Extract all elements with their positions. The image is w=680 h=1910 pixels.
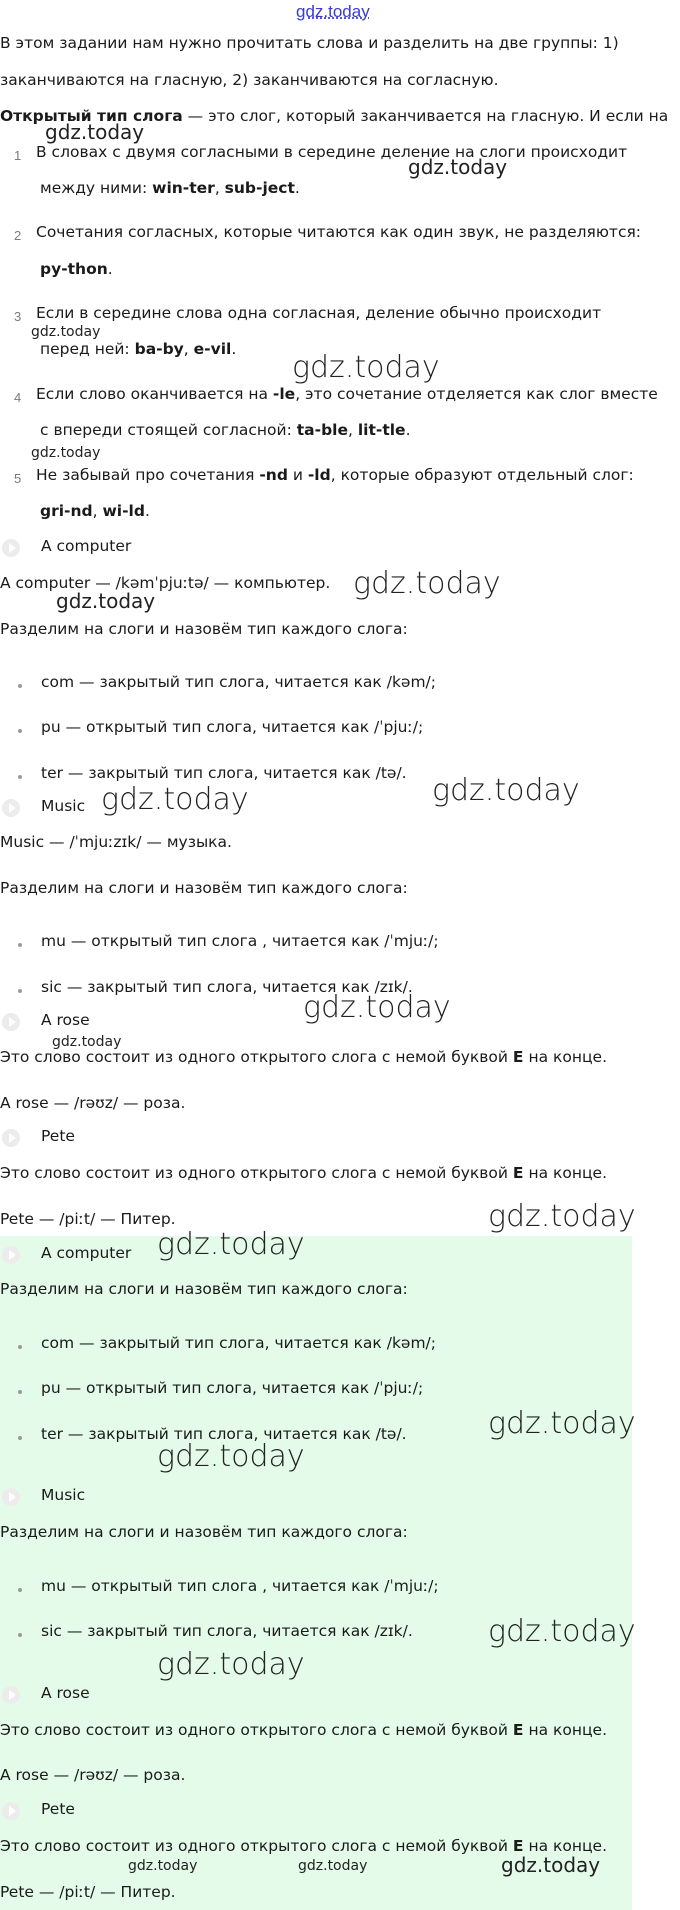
watermark: gdz.today [45, 120, 145, 144]
pete-syllable-note: Это слово состоит из одного открытого слога с немой буквой E на конце. [0, 1164, 607, 1182]
syllable-item: mu — открытый тип слога , читается как /ˈmjuː/; [41, 932, 439, 950]
music-definition: Music — /ˈmjuːzɪk/ — музыка. [0, 833, 232, 851]
syllable-item: sic — закрытый тип слога, читается как /zɪk/. [41, 1622, 413, 1640]
rose-definition: A rose — /rəʊz/ — роза. [0, 1094, 186, 1112]
open-syllable-definition [0, 107, 668, 125]
play-icon [2, 539, 20, 557]
rule-3-line-1: Если в середине слова одна согласная, деление обычно происходит [36, 304, 602, 322]
bullet-icon [18, 775, 22, 779]
play-icon [2, 1686, 20, 1704]
bullet-icon [18, 1633, 22, 1637]
rule-1-line-1: В словах с двумя согласными в середине деление на слоги происходит [36, 143, 628, 161]
syllable-item: com — закрытый тип слога, читается как /kəm/; [41, 1334, 437, 1352]
watermark: gdz.today [52, 1034, 122, 1050]
rule-2-line-1: Сочетания согласных, которые читаются как один звук, не разделяются: [36, 223, 642, 241]
watermark: gdz.today [101, 782, 249, 817]
watermark: gdz.today [157, 1647, 305, 1682]
watermark: gdz.today [298, 1858, 368, 1874]
open-syllable-term: Открытый тип слога [0, 107, 183, 125]
watermark: gdz.today [31, 445, 101, 461]
pete-definition: Pete — /piːt/ — Питер. [0, 1210, 176, 1228]
syllable-item: ter — закрытый тип слога, читается как /tə/. [41, 1425, 407, 1443]
watermark: gdz.today [31, 324, 101, 340]
watermark: gdz.today [157, 1439, 305, 1474]
rule-number: 1 [14, 148, 22, 163]
bullet-icon [18, 729, 22, 733]
rule-2-line-2: py-thon. [40, 260, 113, 278]
divide-instruction: Разделим на слоги и назовём тип каждого слога: [0, 1280, 408, 1298]
divide-instruction: Разделим на слоги и назовём тип каждого слога: [0, 1523, 408, 1541]
open-syllable-rest: — это слог, который заканчивается на гласную. И если на [182, 107, 669, 125]
watermark: gdz.today [157, 1227, 305, 1262]
watermark: gdz.today [501, 1853, 601, 1877]
answer-label: Pete [41, 1127, 75, 1145]
divide-instruction: Разделим на слоги и назовём тип каждого слога: [0, 620, 408, 638]
watermark: gdz.today [303, 990, 451, 1025]
bullet-icon [18, 943, 22, 947]
watermark: gdz.today [488, 1199, 636, 1234]
rule-1-line-2: между ними: win-ter, sub-ject. [40, 179, 300, 197]
rose-syllable-note: Это слово состоит из одного открытого слога с немой буквой E на конце. [0, 1048, 607, 1066]
answer-label: A computer [41, 1244, 132, 1262]
watermark: gdz.today [488, 1614, 636, 1649]
bullet-icon [18, 1436, 22, 1440]
bullet-icon [18, 989, 22, 993]
watermark: gdz.today [353, 566, 501, 601]
watermark: gdz.today [432, 773, 580, 808]
intro-line-2: заканчиваются на гласную, 2) заканчиваются на согласную. [0, 71, 499, 89]
rule-3-line-2: перед ней: ba-by, e-vil. [40, 340, 237, 358]
rule-5-line-2: gri-nd, wi-ld. [40, 502, 150, 520]
watermark: gdz.today [488, 1406, 636, 1441]
rose-syllable-note: Это слово состоит из одного открытого слога с немой буквой E на конце. [0, 1721, 607, 1739]
play-icon [2, 1129, 20, 1147]
rose-definition: A rose — /rəʊz/ — роза. [0, 1766, 186, 1784]
bullet-icon [18, 1588, 22, 1592]
rule-4-line-1: Если слово оканчивается на -le, это сочетание отделяется как слог вместе [36, 385, 658, 403]
rule-5-line-1: Не забывай про сочетания -nd и -ld, которые образуют отдельный слог: [36, 466, 634, 484]
syllable-item: ter — закрытый тип слога, читается как /tə/. [41, 764, 407, 782]
computer-definition: A computer — /kəmˈpjuːtə/ — компьютер. [0, 574, 331, 592]
watermark: gdz.today [292, 350, 440, 385]
divide-instruction: Разделим на слоги и назовём тип каждого слога: [0, 879, 408, 897]
syllable-item: pu — открытый тип слога, читается как /ˈpjuː/; [41, 718, 424, 736]
rule-number: 3 [14, 309, 22, 324]
answer-label: A computer [41, 537, 132, 555]
site-logo[interactable]: gdz.today [296, 2, 370, 21]
answer-label: A rose [41, 1684, 90, 1702]
play-icon [2, 1802, 20, 1820]
rule-number: 5 [14, 471, 22, 486]
play-icon [2, 1488, 20, 1506]
answer-label: A rose [41, 1011, 90, 1029]
play-icon [2, 1246, 20, 1264]
pete-syllable-note: Это слово состоит из одного открытого слога с немой буквой E на конце. [0, 1837, 607, 1855]
answer-label: Pete [41, 1800, 75, 1818]
rule-4-line-2: с впереди стоящей согласной: ta-ble, lit-tle. [40, 421, 411, 439]
syllable-item: mu — открытый тип слога , читается как /ˈmjuː/; [41, 1577, 439, 1595]
answer-label: Music [41, 797, 86, 815]
watermark: gdz.today [56, 589, 156, 613]
syllable-item: com — закрытый тип слога, читается как /kəm/; [41, 673, 437, 691]
bullet-icon [18, 1390, 22, 1394]
play-icon [2, 1013, 20, 1031]
syllable-item: sic — закрытый тип слога, читается как /zɪk/. [41, 978, 413, 996]
answer-label: Music [41, 1486, 86, 1504]
pete-definition: Pete — /piːt/ — Питер. [0, 1883, 176, 1901]
syllable-item: pu — открытый тип слога, читается как /ˈpjuː/; [41, 1379, 424, 1397]
play-icon [2, 799, 20, 817]
rule-number: 4 [14, 390, 22, 405]
watermark: gdz.today [408, 155, 508, 179]
bullet-icon [18, 684, 22, 688]
bullet-icon [18, 1345, 22, 1349]
watermark: gdz.today [128, 1858, 198, 1874]
intro-line-1: В этом задании нам нужно прочитать слова и разделить на две группы: 1) [0, 34, 619, 52]
rule-number: 2 [14, 228, 22, 243]
